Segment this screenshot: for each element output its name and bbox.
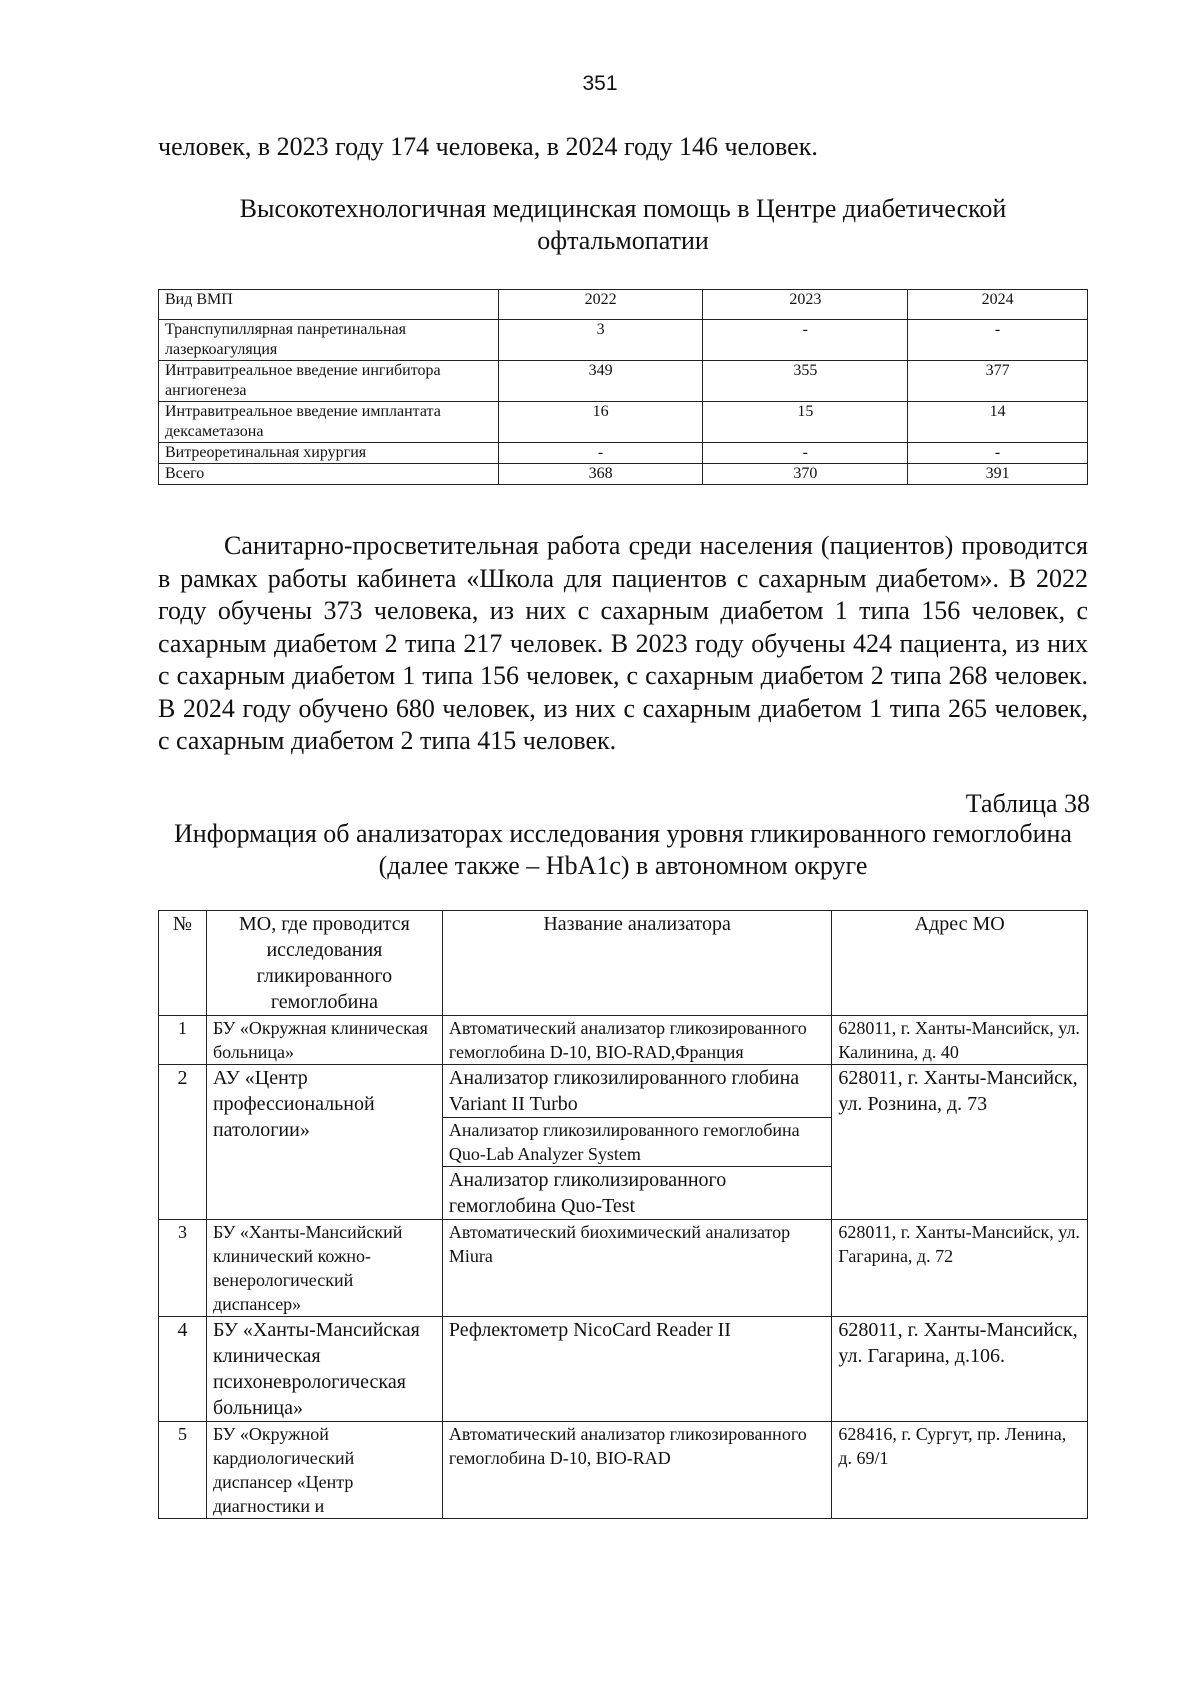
table-row <box>159 1016 1088 1065</box>
vmp-total-cell: 391 <box>908 464 1088 485</box>
vmp-header-cell: Вид ВМП <box>159 290 499 320</box>
hba-header-cell: МО, где проводится исследования гликированного гемоглобина <box>206 911 442 1016</box>
analyzer-cell: Автоматический анализатор гликозированного гемоглобина D-10, BIO-RAD <box>442 1422 831 1519</box>
hba-header-cell: № <box>159 911 207 1016</box>
vmp-value-cell: - <box>703 443 908 464</box>
education-paragraph: Санитарно-просветительная работа среди населения (пациентов) проводится в рамках работы кабинета «Школа для пациентов с сахарным диабетом». В 2022 году обучены 373 человека, из них с сахарным диабетом 1 типа 156 человек, с сахарным диабетом 2 типа 217 человек. В 2023 году обучены 424 пациента, из них с сахарным диабетом 1 типа 156 человек, с сахарным диабетом 2 типа 268 человек. В 2024 году обучено 680 человек, из них с сахарным диабетом 1 типа 265 человек, с сахарным диабетом 2 типа 415 человек. <box>158 531 1088 755</box>
table-row <box>159 1220 1088 1317</box>
vmp-total-cell: 370 <box>703 464 908 485</box>
table-row <box>159 320 1088 361</box>
address-cell: 628011, г. Ханты-Мансийск, ул. Гагарина, д.106. <box>832 1317 1088 1422</box>
row-number-cell: 2 <box>159 1065 207 1220</box>
mo-cell: БУ «Окружная клиническая больница» <box>206 1016 442 1065</box>
vmp-value-cell: 3 <box>498 320 703 361</box>
row-number-cell: 5 <box>159 1422 207 1519</box>
vmp-value-cell: - <box>498 443 703 464</box>
analyzer-cell: Анализатор гликозилированного глобина Variant II Turbo <box>442 1065 831 1118</box>
vmp-value-cell: 15 <box>703 402 908 443</box>
hba-analyzers-table <box>158 910 1088 1519</box>
vmp-type-cell: Транспупиллярная панретинальная лазеркоагуляция <box>159 320 499 361</box>
vmp-value-cell: 16 <box>498 402 703 443</box>
table-row <box>159 402 1088 443</box>
mo-cell: БУ «Окружной кардиологический диспансер «Центр диагностики и <box>206 1422 442 1519</box>
hba-header-cell: Адрес МО <box>832 911 1088 1016</box>
row-number-cell: 1 <box>159 1016 207 1065</box>
vmp-value-cell: - <box>908 320 1088 361</box>
hba-header-cell: Название анализатора <box>442 911 831 1016</box>
vmp-value-cell: - <box>703 320 908 361</box>
intro-line: человек, в 2023 году 174 человека, в 2024 году 146 человек. <box>158 132 818 161</box>
vmp-table <box>158 289 1088 485</box>
mo-cell: БУ «Ханты-Мансийский клинический кожно-венерологический диспансер» <box>206 1220 442 1317</box>
analyzer-cell: Анализатор гликозилированного гемоглобина Quo-Lab Analyzer System <box>442 1118 831 1167</box>
vmp-header-cell: 2024 <box>908 290 1088 320</box>
vmp-value-cell: 377 <box>908 361 1088 402</box>
vmp-type-cell: Витреоретинальная хирургия <box>159 443 499 464</box>
table-row-total <box>159 464 1088 485</box>
vmp-header-row <box>159 290 1088 320</box>
address-cell: 628011, г. Ханты-Мансийск, ул. Гагарина, д. 72 <box>832 1220 1088 1317</box>
row-number-cell: 3 <box>159 1220 207 1317</box>
address-cell: 628011, г. Ханты-Мансийск, ул. Рознина, д. 73 <box>832 1065 1088 1220</box>
hba-table-title: Информация об анализаторах исследования уровня гликированного гемоглобина (далее также – HbA1c) в автономном округе <box>174 819 1072 880</box>
table-row <box>159 1317 1088 1422</box>
vmp-type-cell: Интравитреальное введение имплантата дексаметазона <box>159 402 499 443</box>
address-cell: 628416, г. Сургут, пр. Ленина, д. 69/1 <box>832 1422 1088 1519</box>
analyzer-cell: Автоматический биохимический анализатор Miura <box>442 1220 831 1317</box>
analyzer-cell: Рефлектометр NicoCard Reader II <box>442 1317 831 1422</box>
vmp-type-cell: Интравитреальное введение ингибитора ангиогенеза <box>159 361 499 402</box>
mo-cell: БУ «Ханты-Мансийская клиническая психоневрологическая больница» <box>206 1317 442 1422</box>
table-row <box>159 443 1088 464</box>
vmp-value-cell: 355 <box>703 361 908 402</box>
vmp-header-cell: 2022 <box>498 290 703 320</box>
hba-header-row <box>159 911 1088 1016</box>
address-cell: 628011, г. Ханты-Мансийск, ул. Калинина, д. 40 <box>832 1016 1088 1065</box>
mo-cell: АУ «Центр профессиональной патологии» <box>206 1065 442 1220</box>
vmp-header-cell: 2023 <box>703 290 908 320</box>
vmp-value-cell: 349 <box>498 361 703 402</box>
vmp-value-cell: - <box>908 443 1088 464</box>
table-row <box>159 361 1088 402</box>
table-row <box>159 1065 1088 1118</box>
page-number: 351 <box>582 72 618 95</box>
vmp-type-cell: Всего <box>159 464 499 485</box>
analyzer-cell: Анализатор гликолизированного гемоглобина Quo-Test <box>442 1167 831 1220</box>
vmp-table-title: Высокотехнологичная медицинская помощь в Центре диабетической офтальмопатии <box>239 194 1007 255</box>
vmp-total-cell: 368 <box>498 464 703 485</box>
row-number-cell: 4 <box>159 1317 207 1422</box>
analyzer-cell: Автоматический анализатор гликозированного гемоглобина D-10, BIO-RAD,Франция <box>442 1016 831 1065</box>
table-row <box>159 1422 1088 1519</box>
vmp-value-cell: 14 <box>908 402 1088 443</box>
table-label: Таблица 38 <box>965 789 1090 818</box>
